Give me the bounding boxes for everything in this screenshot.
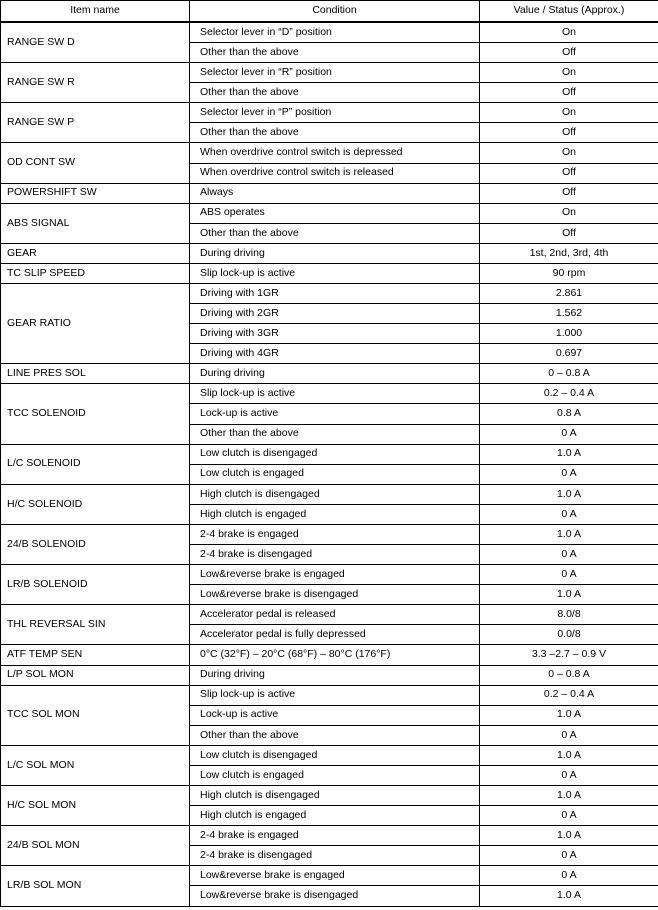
item-name-cell: L/C SOLENOID: [1, 444, 190, 484]
condition-cell: Low clutch is engaged: [190, 464, 480, 484]
condition-cell: Other than the above: [190, 123, 480, 143]
value-cell: 1.000: [480, 324, 658, 344]
table-row: [1, 645, 658, 665]
header-item-name: Item name: [1, 1, 190, 23]
item-name-cell: LR/B SOL MON: [1, 866, 190, 907]
item-name-cell: TC SLIP SPEED: [1, 263, 190, 283]
condition-cell: Driving with 1GR: [190, 284, 480, 304]
value-cell: 0 A: [480, 464, 658, 484]
value-cell: On: [480, 22, 658, 43]
value-cell: 0.2 – 0.4 A: [480, 685, 658, 705]
item-name-cell: OD CONT SW: [1, 143, 190, 183]
value-cell: 0 A: [480, 504, 658, 524]
value-cell: 1.0 A: [480, 745, 658, 765]
condition-cell: Selector lever in “P” position: [190, 103, 480, 123]
condition-cell: Other than the above: [190, 43, 480, 63]
value-cell: 1.0 A: [480, 705, 658, 725]
table-row: [1, 484, 658, 504]
item-name-cell: ABS SIGNAL: [1, 203, 190, 243]
item-name-cell: LINE PRES SOL: [1, 364, 190, 384]
value-cell: Off: [480, 223, 658, 243]
table-row: [1, 203, 658, 223]
item-name-cell: H/C SOLENOID: [1, 484, 190, 524]
item-name-cell: TCC SOLENOID: [1, 384, 190, 444]
condition-cell: Selector lever in “D” position: [190, 22, 480, 43]
header-value-status: Value / Status (Approx.): [480, 1, 658, 23]
value-cell: On: [480, 103, 658, 123]
condition-cell: Slip lock-up is active: [190, 685, 480, 705]
table-row: [1, 745, 658, 765]
value-cell: 2.861: [480, 284, 658, 304]
condition-cell: When overdrive control switch is released: [190, 163, 480, 183]
condition-cell: High clutch is engaged: [190, 504, 480, 524]
condition-cell: 2-4 brake is engaged: [190, 524, 480, 544]
condition-cell: Driving with 4GR: [190, 344, 480, 364]
table-row: [1, 183, 658, 203]
table-row: [1, 685, 658, 705]
value-cell: 90 rpm: [480, 263, 658, 283]
condition-cell: Selector lever in “R” position: [190, 63, 480, 83]
condition-cell: Driving with 3GR: [190, 324, 480, 344]
value-cell: 0 A: [480, 866, 658, 886]
condition-cell: Low clutch is disengaged: [190, 444, 480, 464]
table-row: [1, 364, 658, 384]
condition-cell: Slip lock-up is active: [190, 384, 480, 404]
value-cell: Off: [480, 43, 658, 63]
item-name-cell: L/P SOL MON: [1, 665, 190, 685]
condition-cell: High clutch is disengaged: [190, 484, 480, 504]
table-row: [1, 63, 658, 83]
item-name-cell: THL REVERSAL SIN: [1, 605, 190, 645]
value-cell: 1.0 A: [480, 484, 658, 504]
value-cell: 8.0/8: [480, 605, 658, 625]
value-cell: 0 A: [480, 725, 658, 745]
value-cell: 1.0 A: [480, 524, 658, 544]
condition-cell: 0°C (32°F) – 20°C (68°F) – 80°C (176°F): [190, 645, 480, 665]
value-cell: 0 A: [480, 806, 658, 826]
table-row: [1, 284, 658, 304]
table-row: [1, 785, 658, 805]
condition-cell: Low&reverse brake is engaged: [190, 866, 480, 886]
value-cell: 1st, 2nd, 3rd, 4th: [480, 243, 658, 263]
item-name-cell: TCC SOL MON: [1, 685, 190, 745]
value-cell: 0.697: [480, 344, 658, 364]
condition-cell: 2-4 brake is disengaged: [190, 545, 480, 565]
table-body: [1, 22, 658, 907]
header-condition: Condition: [190, 1, 480, 23]
value-cell: 0.0/8: [480, 625, 658, 645]
condition-cell: High clutch is engaged: [190, 806, 480, 826]
condition-cell: When overdrive control switch is depressed: [190, 143, 480, 163]
value-cell: Off: [480, 83, 658, 103]
item-name-cell: POWERSHIFT SW: [1, 183, 190, 203]
value-cell: 0 A: [480, 846, 658, 866]
table-row: [1, 866, 658, 886]
value-cell: 0.2 – 0.4 A: [480, 384, 658, 404]
value-cell: Off: [480, 123, 658, 143]
item-name-cell: LR/B SOLENOID: [1, 565, 190, 605]
header-row: [1, 1, 658, 23]
condition-cell: Other than the above: [190, 725, 480, 745]
table-row: [1, 22, 658, 43]
item-name-cell: 24/B SOLENOID: [1, 524, 190, 564]
condition-cell: Lock-up is active: [190, 705, 480, 725]
table-row: [1, 605, 658, 625]
condition-cell: Low&reverse brake is disengaged: [190, 886, 480, 907]
condition-cell: 2-4 brake is disengaged: [190, 846, 480, 866]
value-cell: 0 A: [480, 545, 658, 565]
value-cell: 0 – 0.8 A: [480, 364, 658, 384]
table-row: [1, 143, 658, 163]
item-name-cell: GEAR RATIO: [1, 284, 190, 364]
table-row: [1, 103, 658, 123]
value-cell: 0 A: [480, 565, 658, 585]
condition-cell: Accelerator pedal is released: [190, 605, 480, 625]
value-cell: 1.562: [480, 304, 658, 324]
condition-cell: Low clutch is engaged: [190, 765, 480, 785]
value-cell: 0 – 0.8 A: [480, 665, 658, 685]
condition-cell: Lock-up is active: [190, 404, 480, 424]
table-row: [1, 826, 658, 846]
item-name-cell: ATF TEMP SEN: [1, 645, 190, 665]
value-cell: 1.0 A: [480, 886, 658, 907]
item-name-cell: L/C SOL MON: [1, 745, 190, 785]
value-cell: 1.0 A: [480, 585, 658, 605]
item-name-cell: GEAR: [1, 243, 190, 263]
condition-cell: Always: [190, 183, 480, 203]
table-row: [1, 384, 658, 404]
condition-cell: Accelerator pedal is fully depressed: [190, 625, 480, 645]
item-name-cell: 24/B SOL MON: [1, 826, 190, 866]
value-cell: On: [480, 143, 658, 163]
table-row: [1, 524, 658, 544]
item-name-cell: H/C SOL MON: [1, 785, 190, 825]
table-row: [1, 243, 658, 263]
condition-cell: Other than the above: [190, 424, 480, 444]
condition-cell: During driving: [190, 243, 480, 263]
value-cell: Off: [480, 183, 658, 203]
condition-cell: High clutch is disengaged: [190, 785, 480, 805]
value-cell: 0 A: [480, 424, 658, 444]
table-row: [1, 565, 658, 585]
table-row: [1, 263, 658, 283]
value-cell: Off: [480, 163, 658, 183]
table-row: [1, 444, 658, 464]
value-cell: 1.0 A: [480, 444, 658, 464]
condition-cell: Other than the above: [190, 83, 480, 103]
table-row: [1, 665, 658, 685]
condition-cell: Driving with 2GR: [190, 304, 480, 324]
item-name-cell: RANGE SW D: [1, 22, 190, 63]
value-cell: On: [480, 63, 658, 83]
value-cell: 0.8 A: [480, 404, 658, 424]
value-cell: 1.0 A: [480, 785, 658, 805]
value-cell: On: [480, 203, 658, 223]
condition-cell: Slip lock-up is active: [190, 263, 480, 283]
condition-cell: 2-4 brake is engaged: [190, 826, 480, 846]
item-name-cell: RANGE SW P: [1, 103, 190, 143]
condition-cell: Low&reverse brake is disengaged: [190, 585, 480, 605]
value-cell: 0 A: [480, 765, 658, 785]
item-name-cell: RANGE SW R: [1, 63, 190, 103]
condition-cell: During driving: [190, 364, 480, 384]
condition-cell: ABS operates: [190, 203, 480, 223]
condition-cell: Low&reverse brake is engaged: [190, 565, 480, 585]
condition-cell: Low clutch is disengaged: [190, 745, 480, 765]
value-cell: 1.0 A: [480, 826, 658, 846]
condition-cell: During driving: [190, 665, 480, 685]
value-cell: 3.3 –2.7 – 0.9 V: [480, 645, 658, 665]
condition-cell: Other than the above: [190, 223, 480, 243]
